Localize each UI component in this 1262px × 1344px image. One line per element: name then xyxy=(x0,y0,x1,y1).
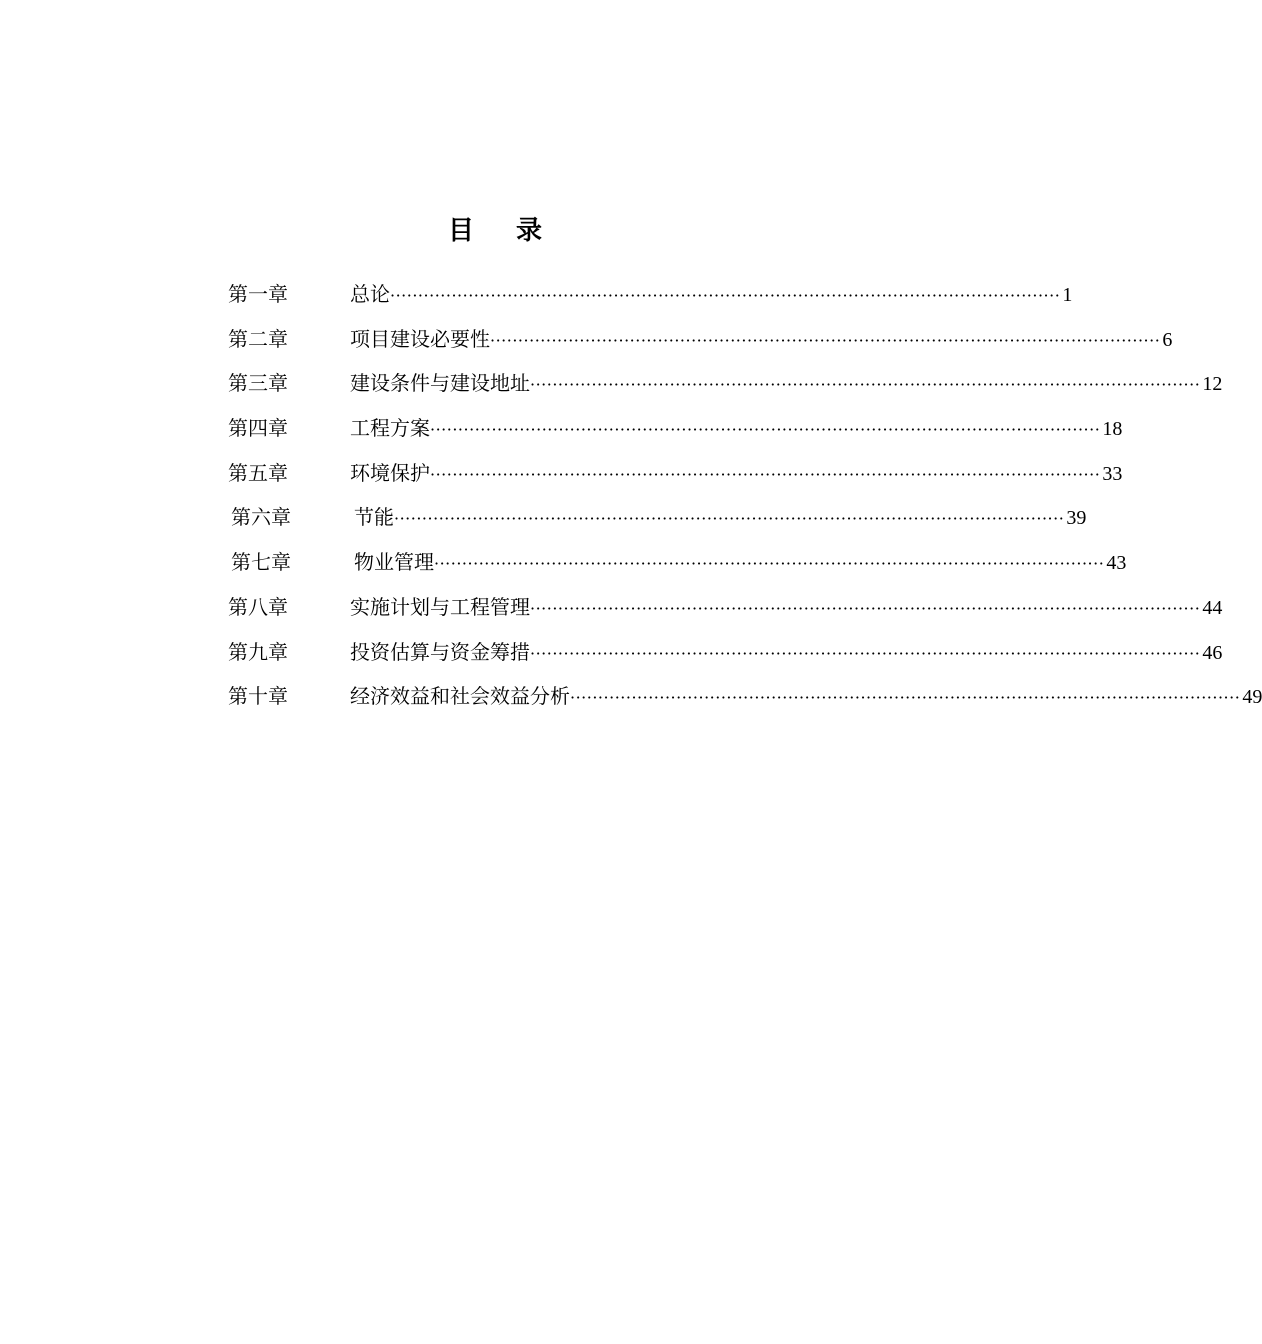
toc-entry[interactable] xyxy=(228,321,1173,366)
toc-entry-title: 物业管理 xyxy=(354,550,434,575)
toc-entry[interactable] xyxy=(228,499,1087,544)
dot-leader: ························································································································ xyxy=(434,554,1105,574)
title-char-2: 录 xyxy=(516,216,543,246)
toc-chapter-label: 第十章 xyxy=(228,684,288,709)
toc-entry-title: 投资估算与资金筹措 xyxy=(350,639,530,664)
dot-leader: ························································································································ xyxy=(530,643,1201,663)
toc-entry[interactable] xyxy=(228,544,1127,589)
toc-page-number: 1 xyxy=(1062,284,1073,306)
toc-chapter-label: 第一章 xyxy=(228,282,288,306)
toc-entry[interactable] xyxy=(228,455,1123,500)
toc-entry[interactable] xyxy=(228,276,1073,321)
toc-entry[interactable] xyxy=(228,365,1223,410)
toc-chapter-label: 第八章 xyxy=(228,594,288,619)
toc-chapter-label: 第三章 xyxy=(228,371,288,396)
dot-leader: ························································································································ xyxy=(530,375,1201,395)
toc-page-number: 12 xyxy=(1202,373,1223,396)
toc-page-number: 33 xyxy=(1102,462,1123,485)
toc-entry[interactable] xyxy=(228,410,1123,455)
toc-chapter-label: 第九章 xyxy=(228,639,288,664)
toc-entry-title: 经济效益和社会效益分析 xyxy=(350,684,570,709)
toc-entry-title: 节能 xyxy=(354,505,394,530)
toc-chapter-label: 第六章 xyxy=(231,505,291,530)
toc-page-number: 46 xyxy=(1202,641,1223,664)
toc-page-number: 18 xyxy=(1102,418,1123,441)
toc-entry-title: 环境保护 xyxy=(350,460,430,485)
toc-entry-title: 工程方案 xyxy=(350,416,430,441)
dot-leader: ························································································································ xyxy=(394,509,1065,529)
title-char-1: 目 xyxy=(447,216,474,246)
toc-entry[interactable] xyxy=(228,589,1223,634)
page-title xyxy=(0,214,990,248)
toc-entry-title: 项目建设必要性 xyxy=(350,326,490,351)
toc-page-number: 39 xyxy=(1066,507,1087,530)
toc-page-number: 44 xyxy=(1202,596,1223,619)
toc-chapter-label: 第七章 xyxy=(231,550,291,575)
toc-chapter-label: 第四章 xyxy=(228,416,288,441)
dot-leader: ························································································································ xyxy=(390,286,1061,305)
dot-leader: ························································································································ xyxy=(430,420,1101,440)
toc-page-number: 6 xyxy=(1162,328,1173,351)
toc-entry[interactable] xyxy=(228,678,1262,723)
toc-chapter-label: 第五章 xyxy=(228,460,288,485)
dot-leader: ························································································································ xyxy=(490,330,1161,350)
toc-chapter-label: 第二章 xyxy=(228,326,288,351)
toc-entry-title: 总论 xyxy=(350,282,390,306)
toc-entry[interactable] xyxy=(228,634,1223,679)
table-of-contents xyxy=(228,276,1262,723)
dot-leader: ························································································································ xyxy=(530,598,1201,618)
toc-entry-title: 建设条件与建设地址 xyxy=(350,371,530,396)
dot-leader: ························································································································ xyxy=(570,688,1241,708)
dot-leader: ························································································································ xyxy=(430,464,1101,484)
toc-page-number: 49 xyxy=(1242,686,1262,709)
toc-page-number: 43 xyxy=(1106,552,1127,575)
toc-entry-title: 实施计划与工程管理 xyxy=(350,594,530,619)
